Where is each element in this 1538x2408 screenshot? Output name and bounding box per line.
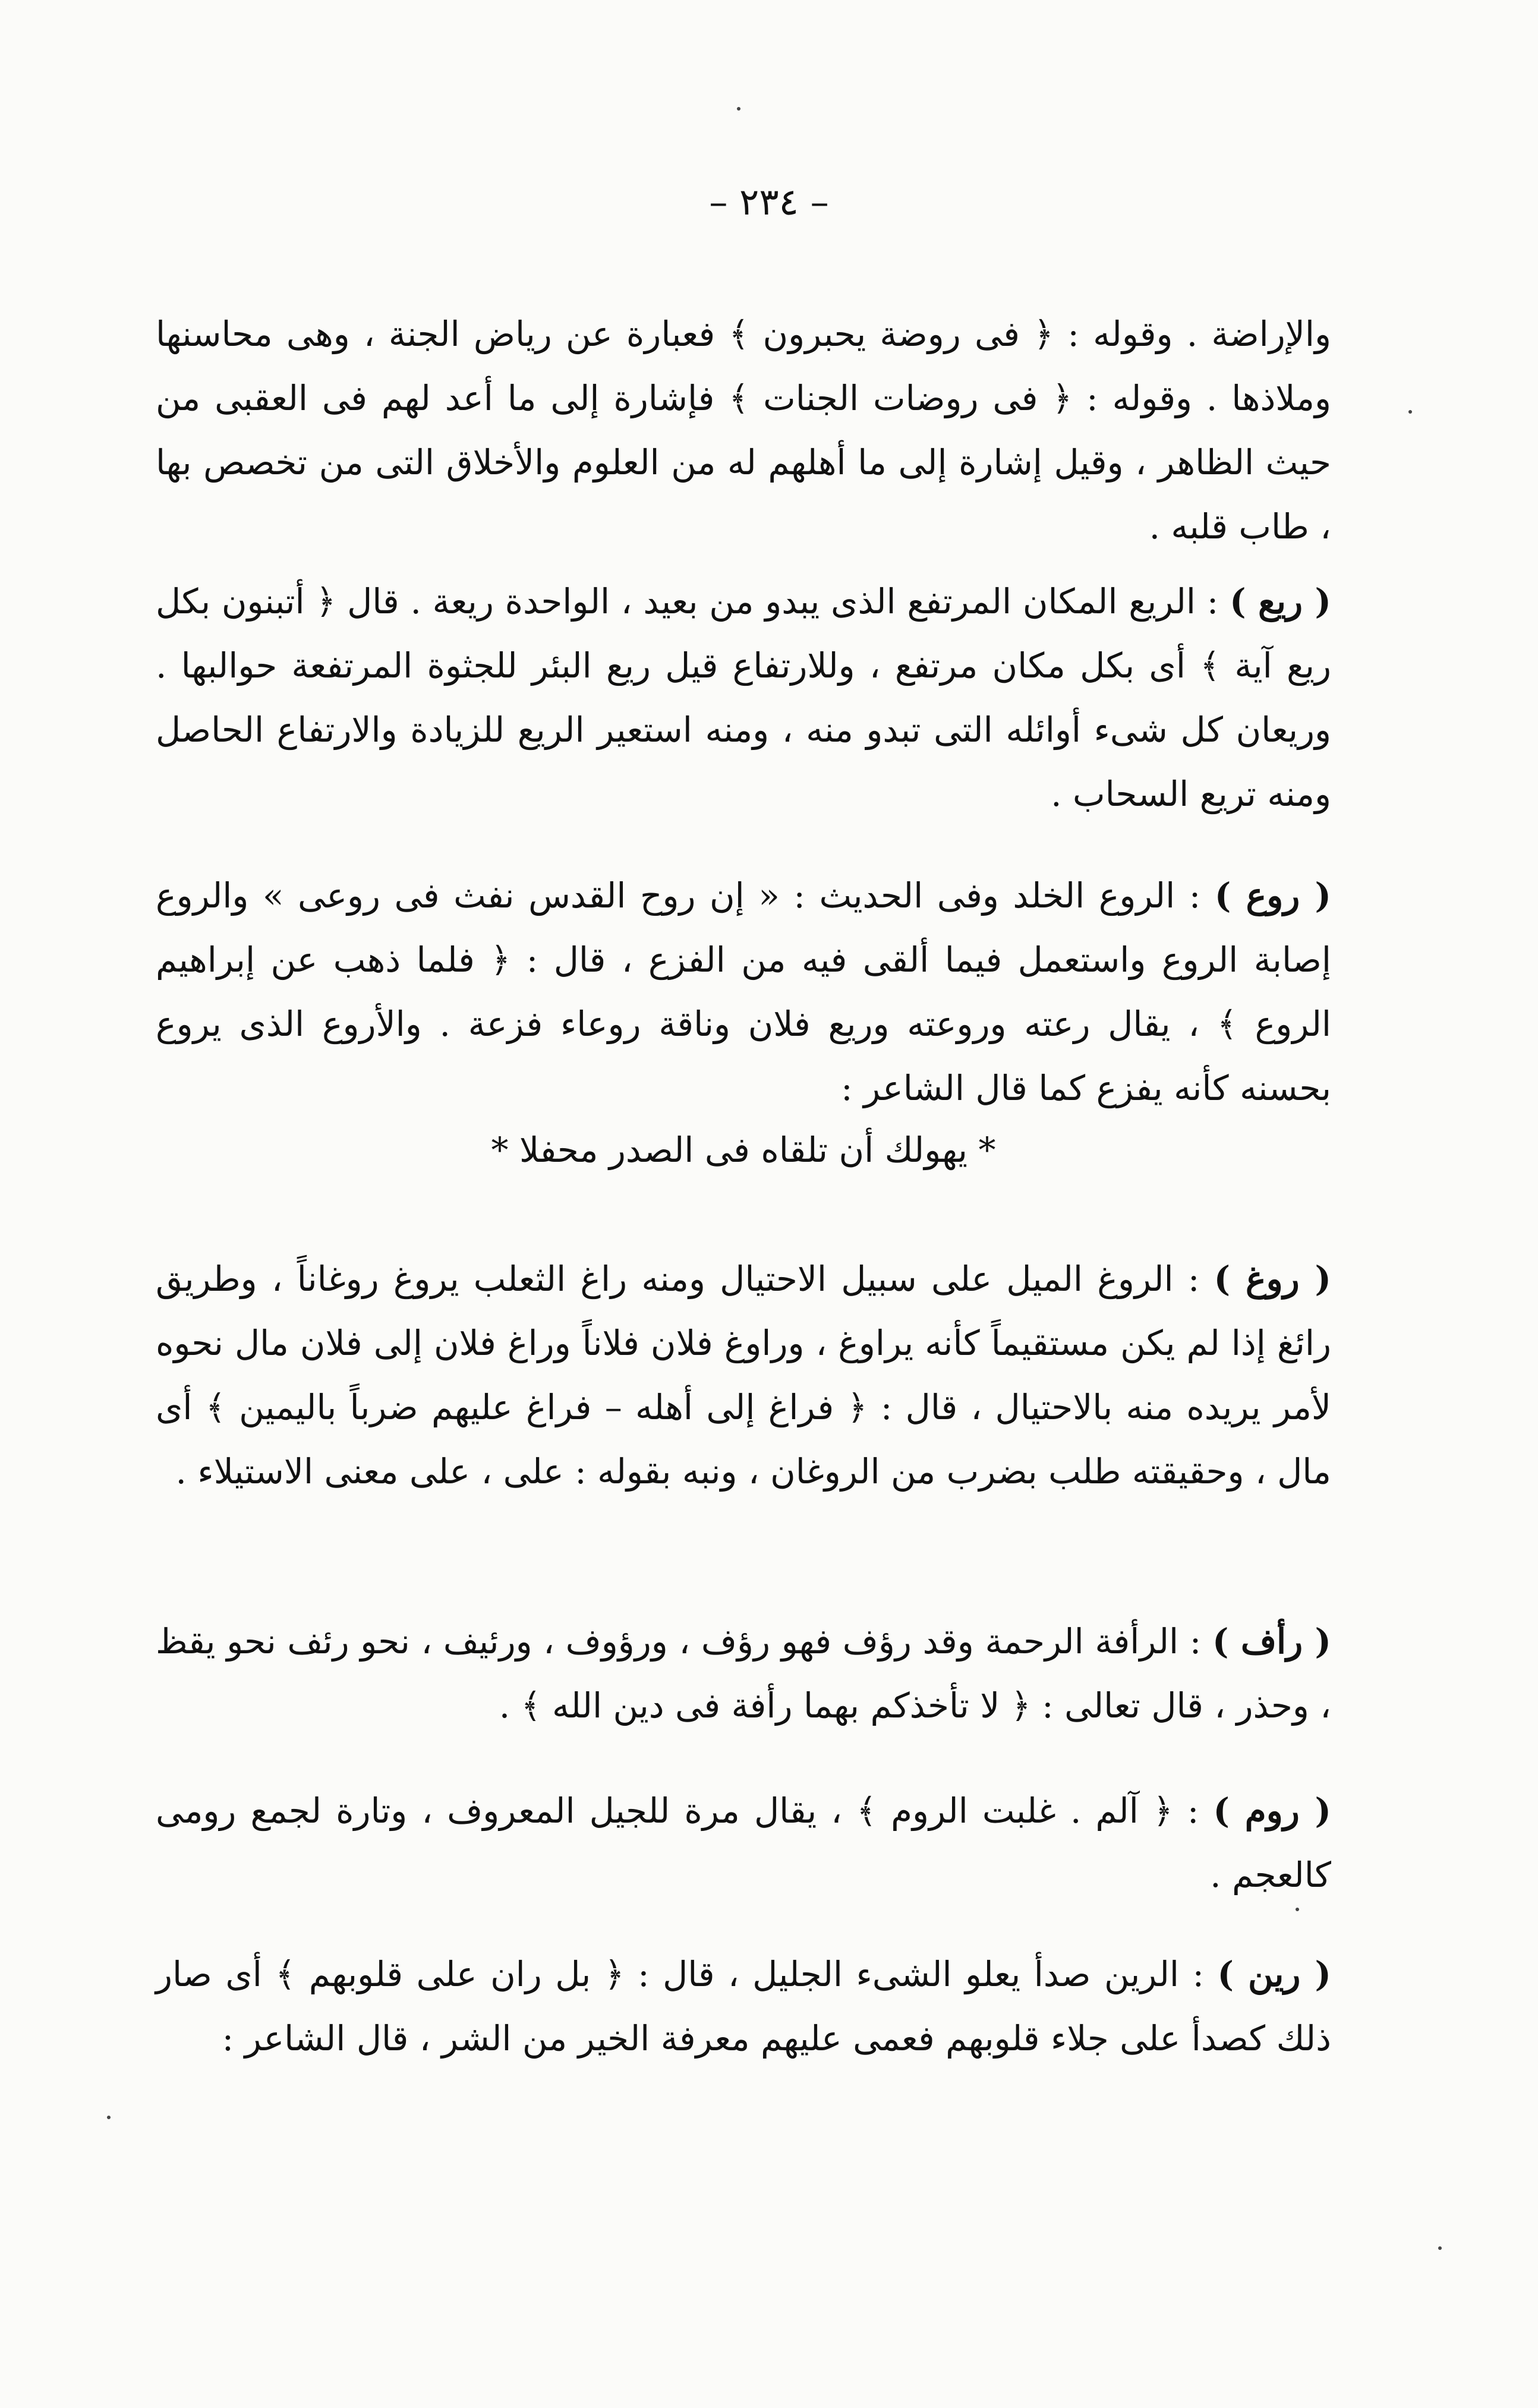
paragraph-text bbox=[156, 302, 1331, 559]
entry-rawʿ bbox=[156, 829, 1331, 1155]
entry-body: : الروغ الميل على سبيل الاحتيال ومنه راغ الثعلب يروغ روغاناً ، وطريق رائغ إذا لم يكن مستقيماً كأنه يراوغ ، وراوغ فلان فلاناً وراغ فلان إلى فلان مال نحوه لأمر يريده منه بالاحتيال ، قال : ﴿ فراغ إلى أهله – فراغ عليهم ضرباً باليمين ﴾ أى مال ، وحقيقته طلب بضرب من الروغان ، ونبه بقوله : على ، على معنى الاستيلاء . bbox=[156, 1259, 1331, 1492]
entry-term: ( رأف ) bbox=[1212, 1621, 1331, 1662]
entry-term: ( روع ) bbox=[1214, 875, 1331, 916]
entry-raʾf bbox=[156, 1575, 1331, 1772]
scan-speck bbox=[107, 2116, 111, 2119]
entry-rawgh bbox=[156, 1212, 1331, 1538]
scan-speck bbox=[737, 107, 740, 111]
scan-speck bbox=[1408, 410, 1412, 414]
paragraph-body: والإراضة . وقوله : ﴿ فى روضة يحبرون ﴾ فعبارة عن رياض الجنة ، وهى محاسنها وملاذها . وقوله : ﴿ فى روضات الجنات ﴾ فإشارة إلى ما أعد لهم فى العقبى من حيث الظاهر ، وقيل إشارة إلى ما أهلهم له من العلوم والأخلاق التى من تخصص بها ، طاب قلبه . bbox=[156, 314, 1331, 547]
entry-paragraph bbox=[156, 569, 1331, 826]
entry-body: : الرأفة الرحمة وقد رؤف فهو رؤف ، ورؤوف ، ورئيف ، نحو رئف نحو يقظ ، وحذر ، قال تعالى : ﴿ لا تأخذكم بهما رأفة فى دين الله ﴾ . bbox=[156, 1621, 1331, 1726]
entry-body: : الروع الخلد وفى الحديث : « إن روح القدس نفث فى روعى » والروع إصابة الروع واستعمل فيما ألقى فيه من الفزع ، قال : ﴿ فلما ذهب عن إبراهيم الروع ﴾ ، يقال رعته وروعته وريع فلان وناقة روعاء فزعة . والأروع الذى يروع بحسنه كأنه يفزع كما قال الشاعر : bbox=[156, 875, 1331, 1108]
entry-paragraph bbox=[156, 863, 1331, 1120]
entry-paragraph bbox=[156, 1609, 1331, 1738]
scan-speck bbox=[1438, 2246, 1442, 2250]
page-number: – ٢٣٤ – bbox=[709, 180, 829, 223]
entry-paragraph bbox=[156, 1247, 1331, 1504]
entry-term: ( ريع ) bbox=[1230, 581, 1332, 622]
entry-body: : الريع المكان المرتفع الذى يبدو من بعيد ، الواحدة ريعة . قال ﴿ أتبنون بكل ريع آية ﴾ أى بكل مكان مرتفع ، وللارتفاع قيل ريع البئر للجثوة المرتفعة حوالبها . وريعان كل شىء أوائله التى تبدو منه ، ومنه استعير الريع للزيادة والارتفاع الحاصل ومنه تريع السحاب . bbox=[156, 581, 1331, 814]
entry-rayn bbox=[156, 1908, 1331, 2105]
entry-term: ( رين ) bbox=[1217, 1954, 1331, 1994]
entry-rayʿ bbox=[156, 535, 1331, 861]
entry-term: ( روغ ) bbox=[1214, 1259, 1331, 1299]
poetry-verse: * يهولك أن تلقاه فى الصدر محفلا * bbox=[491, 1130, 996, 1170]
scan-speck bbox=[1296, 1908, 1299, 1911]
entry-body: : الرين صدأ يعلو الشىء الجليل ، قال : ﴿ بل ران على قلوبهم ﴾ أى صار ذلك كصدأ على جلاء قلوبهم فعمى عليهم معرفة الخير من الشر ، قال الشاعر : bbox=[156, 1954, 1331, 2059]
entry-term: ( روم ) bbox=[1213, 1791, 1331, 1831]
entry-paragraph bbox=[156, 1942, 1331, 2070]
entry-paragraph bbox=[156, 1779, 1331, 1907]
entry-body: : ﴿ آلم . غلبت الروم ﴾ ، يقال مرة للجيل المعروف ، وتارة لجمع رومى كالعجم . bbox=[156, 1791, 1331, 1895]
